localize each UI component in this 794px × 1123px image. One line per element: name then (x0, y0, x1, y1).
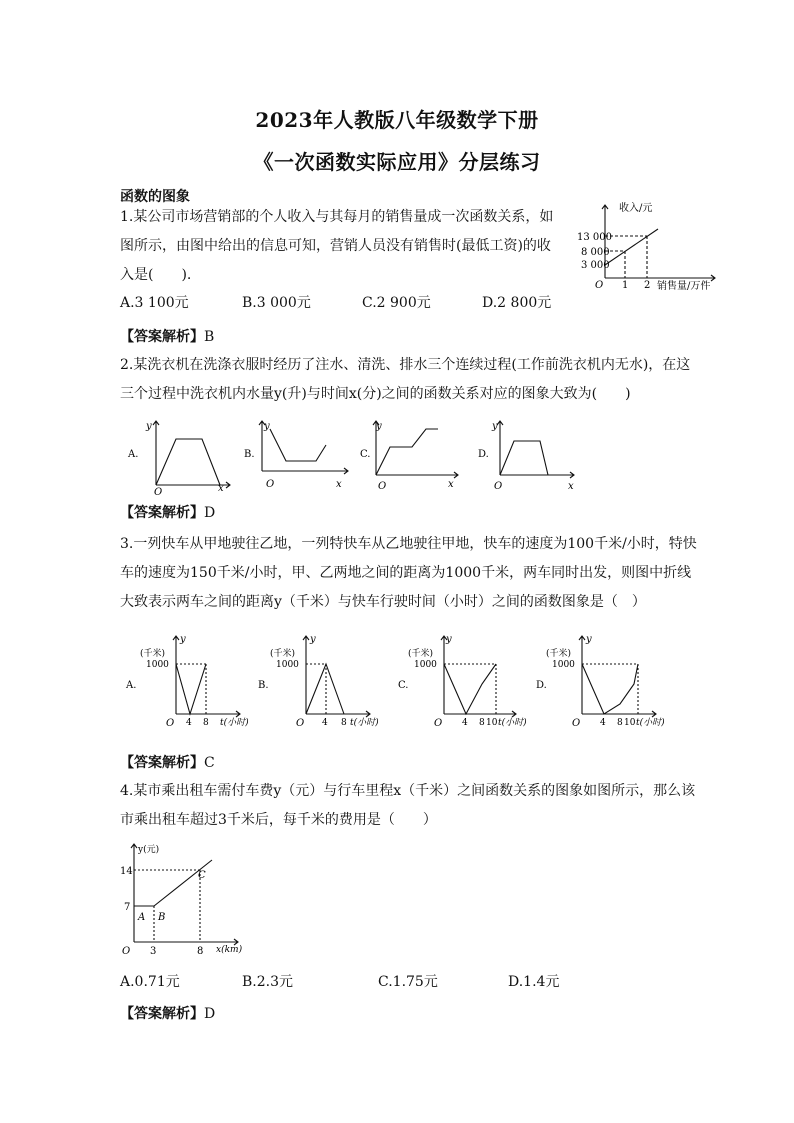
svg-text:O: O (434, 718, 443, 729)
svg-text:(千米): (千米) (546, 649, 572, 659)
q1-graph-ylabel: 收入/元 (619, 203, 653, 214)
q4-point-c: C (198, 870, 206, 881)
svg-text:O: O (378, 481, 387, 492)
svg-text:1000: 1000 (276, 660, 299, 670)
svg-text:10: 10 (486, 718, 498, 728)
q1-graph (575, 195, 725, 295)
doc-title-line2: 《一次函数实际应用》分层练习 (253, 150, 541, 174)
q4-graph-xlabel: x(km) (216, 945, 243, 955)
q1-graph-ytick: 3 000 (581, 260, 610, 271)
svg-text:O: O (166, 718, 175, 729)
q4-point-a: A (138, 912, 146, 923)
q4-graph-ytick: 14 (120, 866, 133, 877)
q3-text: 3.一列快车从甲地驶往乙地，一列特快车从乙地驶往甲地，快车的速度为100千米/小时，特快 车的速度为150千米/小时，甲、乙两地之间的距离为1000千米，两车同时出发，则图中折线 大致表示两车之间的距离y（千米）与快车行驶时间（小时）之间的函数图象是（ ） (120, 536, 697, 610)
q4-option-a: A.0.71元 (120, 974, 180, 990)
q4-answer: 【答案解析】D (120, 1006, 216, 1022)
svg-text:D.: D. (536, 680, 547, 691)
svg-text:(千米): (千米) (270, 649, 296, 659)
q4-graph-xtick: 3 (150, 946, 157, 956)
svg-text:A.: A. (128, 449, 139, 460)
q1-option-d: D.2 800元 (482, 295, 552, 311)
q3-graph-b (258, 634, 379, 729)
q2-graph-c (360, 421, 458, 492)
svg-text:10: 10 (624, 718, 636, 728)
svg-text:(千米): (千米) (140, 649, 166, 659)
svg-text:x: x (218, 483, 224, 494)
svg-text:y: y (586, 634, 592, 645)
svg-text:O: O (266, 479, 275, 490)
svg-text:y: y (446, 634, 452, 645)
svg-text:O: O (296, 718, 305, 729)
q3-answer: 【答案解析】C (120, 755, 215, 771)
svg-text:C.: C. (398, 680, 409, 691)
q1-graph-xtick: 1 (622, 280, 629, 291)
q1-graph-xlabel: 销售量/万件 (657, 281, 711, 292)
q3-graph-d (536, 634, 665, 729)
q1-graph-ytick: 8 000 (581, 247, 610, 258)
q1-graph-origin: O (595, 280, 604, 291)
q2-graphs (120, 415, 590, 495)
svg-text:C.: C. (360, 449, 371, 460)
svg-text:y: y (492, 421, 498, 432)
q1-text: 1.某公司市场营销部的个人收入与其每月的销售量成一次函数关系，如 图所示，由图中给出的信息可知，营销人员没有销售时(最低工资)的收 入是( ). (120, 209, 554, 283)
q2-graph-a (127, 421, 230, 495)
doc-title-line1: 2023年人教版八年级数学下册 (255, 108, 539, 132)
q1-graph-xtick: 2 (644, 280, 651, 291)
q4-option-b: B.2.3元 (242, 974, 294, 990)
svg-text:y: y (264, 421, 270, 432)
q4-point-b: B (158, 912, 166, 923)
svg-text:x: x (448, 479, 454, 490)
svg-text:1000: 1000 (552, 660, 575, 670)
svg-text:4: 4 (600, 718, 606, 728)
svg-text:4: 4 (186, 718, 192, 728)
svg-text:B.: B. (258, 680, 269, 691)
svg-text:O: O (494, 481, 503, 492)
svg-text:1000: 1000 (146, 660, 169, 670)
svg-text:O: O (572, 718, 581, 729)
svg-text:y: y (376, 421, 382, 432)
q3-graph-a (125, 634, 249, 729)
svg-text:O: O (154, 487, 163, 495)
q4-graph-xtick: 8 (197, 946, 204, 956)
q2-answer: 【答案解析】D (120, 505, 216, 521)
q3-graphs (120, 630, 680, 732)
q1-graph-ytick: 13 000 (577, 232, 612, 243)
q4-graph-ylabel: y(元) (138, 845, 160, 855)
svg-text:B.: B. (244, 449, 255, 460)
svg-text:8: 8 (479, 718, 485, 728)
q4-graph (118, 838, 258, 956)
svg-text:A.: A. (126, 680, 137, 691)
q4-graph-ytick: 7 (124, 902, 131, 913)
q1-option-c: C.2 900元 (362, 295, 431, 311)
svg-text:y: y (146, 421, 152, 432)
svg-text:x: x (568, 481, 574, 492)
q2-graph-b (244, 421, 348, 490)
q4-option-d: D.1.4元 (508, 974, 560, 990)
q4-text: 4.某市乘出租车需付车费y（元）与行车里程x（千米）之间函数关系的图象如图所示，那么该 市乘出租车超过3千米后，每千米的费用是（ ） (120, 783, 696, 828)
svg-text:1000: 1000 (414, 660, 437, 670)
svg-text:4: 4 (322, 718, 328, 728)
q4-option-c: C.1.75元 (378, 974, 438, 990)
svg-text:D.: D. (478, 449, 489, 460)
q3-graph-c (398, 634, 527, 729)
svg-text:x: x (336, 479, 342, 490)
svg-text:8: 8 (341, 718, 347, 728)
svg-text:y: y (180, 634, 186, 645)
q2-text: 2.某洗衣机在洗涤衣服时经历了注水、清洗、排水三个连续过程(工作前洗衣机内无水)，在这 三个过程中洗衣机内水量y(升)与时间x(分)之间的函数关系对应的图象大致为( ) (120, 357, 691, 402)
q2-graph-d (478, 421, 574, 492)
svg-text:t(小时): t(小时) (350, 718, 379, 728)
svg-text:8: 8 (617, 718, 623, 728)
svg-text:(千米): (千米) (408, 649, 434, 659)
q1-answer: 【答案解析】B (120, 329, 215, 345)
svg-text:t(小时): t(小时) (220, 718, 249, 728)
svg-text:t(小时): t(小时) (636, 718, 665, 728)
svg-text:4: 4 (462, 718, 468, 728)
q1-option-b: B.3 000元 (242, 295, 311, 311)
svg-text:8: 8 (203, 718, 209, 728)
section-heading: 函数的图象 (120, 189, 190, 205)
svg-text:y: y (310, 634, 316, 645)
q1-option-a: A.3 100元 (120, 295, 189, 311)
q4-graph-origin: O (122, 946, 131, 956)
svg-text:t(小时): t(小时) (498, 718, 527, 728)
